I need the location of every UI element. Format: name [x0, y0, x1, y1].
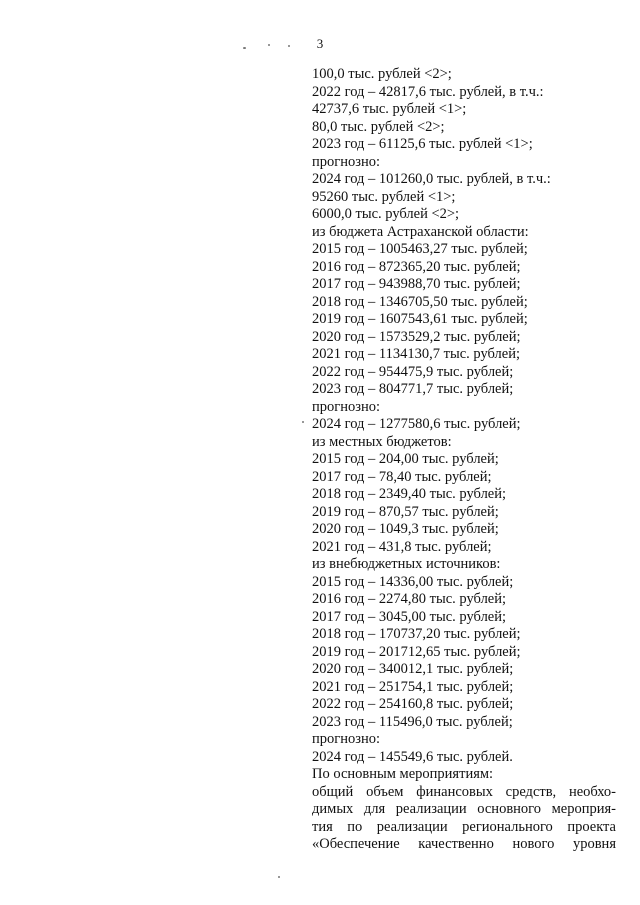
text-line: 2019 год – 201712,65 тыс. рублей;: [312, 643, 521, 660]
text-line: 2022 год – 254160,8 тыс. рублей;: [312, 696, 514, 712]
text-line: 2023 год – 61125,6 тыс. рублей <1>;: [312, 136, 533, 152]
text-line: 2015 год – 14336,00 тыс. рублей;: [312, 573, 514, 590]
text-line: 95260 тыс. рублей <1>;: [312, 188, 456, 205]
text-line: 2021 год – 1134130,7 тыс. рублей;: [312, 346, 520, 362]
text-line: 2015 год – 204,00 тыс. рублей;: [312, 451, 499, 467]
text-line: 2018 год – 170737,20 тыс. рублей;: [312, 626, 521, 642]
scan-speck: [278, 876, 280, 878]
text-line: из внебюджетных источников:: [312, 556, 501, 572]
text-line: 42737,6 тыс. рублей <1>;: [312, 101, 467, 117]
scan-speck: [302, 421, 304, 423]
text-line: 80,0 тыс. рублей <2>;: [312, 118, 445, 135]
text-line: По основным мероприятиям:: [312, 766, 494, 782]
text-line: 2021 год – 431,8 тыс. рублей;: [312, 538, 492, 555]
text-line: 2019 год – 1607543,61 тыс. рублей;: [312, 311, 528, 327]
text-line: 2021 год – 251754,1 тыс. рублей;: [312, 678, 514, 695]
text-line: 2018 год – 1346705,50 тыс. рублей;: [312, 293, 528, 310]
text-line: прогнозно:: [312, 398, 380, 415]
text-line: из местных бюджетов:: [312, 433, 452, 450]
text-line: 100,0 тыс. рублей <2>;: [312, 66, 452, 82]
text-line: 2024 год – 1277580,6 тыс. рублей;: [312, 416, 521, 432]
text-line: 2022 год – 42817,6 тыс. рублей, в т.ч.:: [312, 83, 544, 100]
text-line: 2015 год – 1005463,27 тыс. рублей;: [312, 241, 528, 257]
text-line: 2016 год – 872365,20 тыс. рублей;: [312, 258, 521, 275]
text-line: 2019 год – 870,57 тыс. рублей;: [312, 503, 499, 520]
paragraph-line: общий объем финансовых средств, необхо-: [312, 783, 616, 800]
text-line: из бюджета Астраханской области:: [312, 223, 529, 240]
text-line: прогнозно:: [312, 731, 380, 747]
text-line: 2024 год – 101260,0 тыс. рублей, в т.ч.:: [312, 171, 551, 187]
paragraph-line: димых для реализации основного мероприя-: [312, 801, 616, 817]
text-line: 2020 год – 1049,3 тыс. рублей;: [312, 521, 499, 537]
text-line: 2017 год – 943988,70 тыс. рублей;: [312, 276, 521, 292]
text-line: 2016 год – 2274,80 тыс. рублей;: [312, 591, 507, 607]
text-line: 2018 год – 2349,40 тыс. рублей;: [312, 486, 507, 502]
text-line: 2020 год – 340012,1 тыс. рублей;: [312, 661, 514, 677]
document-text: [312, 66, 616, 854]
text-line: 2017 год – 78,40 тыс. рублей;: [312, 468, 492, 485]
text-line: 2024 год – 145549,6 тыс. рублей.: [312, 748, 513, 765]
text-line: 2020 год – 1573529,2 тыс. рублей;: [312, 328, 521, 345]
text-line: 2017 год – 3045,00 тыс. рублей;: [312, 608, 507, 625]
page-number: 3: [316, 36, 324, 51]
text-line: прогнозно:: [312, 153, 380, 170]
text-line: 2023 год – 804771,7 тыс. рублей;: [312, 381, 514, 397]
scan-speck: [243, 47, 246, 49]
scan-speck: [268, 44, 270, 46]
scan-speck: [288, 45, 290, 47]
paragraph-line: тия по реализации регионального проекта: [312, 818, 616, 835]
text-line: 2023 год – 115496,0 тыс. рублей;: [312, 713, 513, 730]
text-line: 6000,0 тыс. рублей <2>;: [312, 206, 460, 222]
text-line: 2022 год – 954475,9 тыс. рублей;: [312, 363, 514, 380]
paragraph-line: «Обеспечение качественно нового уровня: [312, 836, 616, 852]
